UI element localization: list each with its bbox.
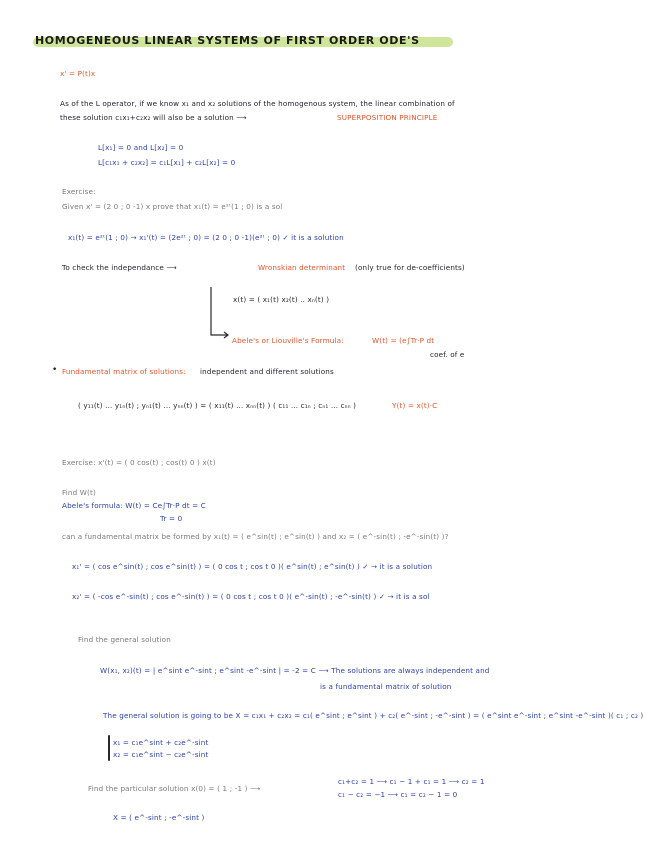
exercise-heading-1: Exercise: (62, 187, 96, 196)
abel-formula-label: Abele's or Liouville's Formula: (232, 336, 344, 345)
fundamental-matrix-desc: independent and different solutions (200, 367, 334, 376)
particular-step-1: c₁+c₂ = 1 ⟶ c₁ − 1 + c₁ = 1 ⟶ c₂ = 1 (338, 777, 485, 786)
page-title-text: HOMOGENEOUS LINEAR SYSTEMS OF FIRST ORDER ODE'S (35, 34, 420, 47)
wronskian-note: (only true for de-coefficients) (355, 263, 465, 272)
independence-check: To check the independance ⟶ (62, 263, 177, 272)
given-verification: x₁(t) = e²ᵗ(1 ; 0) → x₁'(t) = (2e²ᵗ ; 0) = (2 0 ; 0 -1)(e²ᵗ ; 0) ✓ it is a solution (68, 233, 344, 242)
x2-derivative-check: x₂' = ( -cos e^-sin(t) ; cos e^-sin(t) ) = ( 0 cos t ; cos t 0 )( e^-sin(t) ; -e^-sin(t) ) ✓ → it is a sol (72, 592, 430, 601)
abel-formula-2: Abele's formula: W(t) = Ce∫Tr·P dt = C (62, 501, 206, 510)
exercise-heading-2: Exercise: x'(t) = ( 0 cos(t) ; cos(t) 0 ) x(t) (62, 458, 216, 467)
wronskian-evaluation: W(x₁, x₂)(t) = | e^sint e^-sint ; e^sint -e^-sint | = -2 = C ⟶ The solutions are always independent and (100, 666, 490, 675)
page-title (33, 34, 453, 48)
trace-zero: Tr = 0 (160, 514, 183, 523)
final-solution: X = ( e^-sint ; -e^-sint ) (113, 813, 205, 822)
bullet-dot: • (52, 365, 58, 375)
find-wronskian: Find W(t) (62, 488, 96, 497)
operator-equation-2: L[c₁x₁ + c₂x₂] = c₁L[x₁] + c₂L[x₂] = 0 (98, 158, 236, 167)
superposition-principle: SUPERPOSITION PRINCIPLE (337, 113, 438, 122)
fundamental-matrix-equation: ( y₁₁(t) ... y₁ₙ(t) ; yₙ₁(t) ... yₙₙ(t) ) = ( x₁₁(t) ... xₙₙ(t) ) ( c₁₁ ... c₁ₙ ; cₙ₁ ... cₙₙ ) (78, 401, 357, 410)
fundamental-question: can a fundamental matrix be formed by x₁(t) = ( e^sin(t) ; e^sin(t) ) and x₂ = ( e^-sin(t) ; -e^-sin(t) )? (62, 532, 449, 541)
coefficient-note: coef. of e (430, 350, 465, 359)
find-general-heading: Find the general solution (78, 635, 171, 644)
system-bar (108, 735, 110, 761)
particular-step-2: c₁ − c₂ = −1 ⟶ c₁ = c₂ − 1 = 0 (338, 790, 458, 799)
given-statement: Given x' = (2 0 ; 0 -1) x prove that x₁(t) = e²ᵗ(1 ; 0) is a sol (62, 202, 283, 211)
paragraph-line-2: these solution c₁x₁+c₂x₂ will also be a solution ⟶ (60, 113, 247, 122)
fundamental-matrix-label: Fundamental matrix of solutions: (62, 367, 186, 376)
wronskian-label: Wronskian determinant (258, 263, 346, 272)
operator-equation-1: L[x₁] = 0 and L[x₂] = 0 (98, 143, 184, 152)
particular-solution-heading: Find the particular solution x(0) = ( 1 ; -1 ) ⟶ (88, 784, 261, 793)
general-solution: The general solution is going to be X = c₁x₁ + c₂x₂ = c₁( e^sint ; e^sint ) + c₂( e^-sint ; -e^-sint ) = ( e^sint e^-sint ; e^sint -e^-sint )( c₁ ; c₂ ) (103, 711, 644, 720)
x1-derivative-check: x₁' = ( cos e^sin(t) ; cos e^sin(t) ) = ( 0 cos t ; cos t 0 )( e^sin(t) ; e^sin(t) ) ✓ → it is a solution (72, 562, 433, 571)
paragraph-line-1: As of the L operator, if we know x₁ and x₂ solutions of the homogenous system, the linear combination of (60, 99, 455, 108)
x-matrix: x(t) = ( x₁(t) x₂(t) .. xₙ(t) ) (233, 295, 330, 304)
wronskian-conclusion: is a fundamental matrix of solution (320, 682, 452, 691)
fundamental-matrix-product: Y(t) = x(t)·C (392, 401, 438, 410)
main-equation: x' = P(t)x (60, 69, 96, 78)
system-line-2: x₂ = c₁e^sint − c₂e^-sint (113, 750, 209, 759)
abel-formula: W(t) = (e∫Tr·P dt (372, 336, 435, 345)
system-line-1: x₁ = c₁e^sint + c₂e^-sint (113, 738, 209, 747)
